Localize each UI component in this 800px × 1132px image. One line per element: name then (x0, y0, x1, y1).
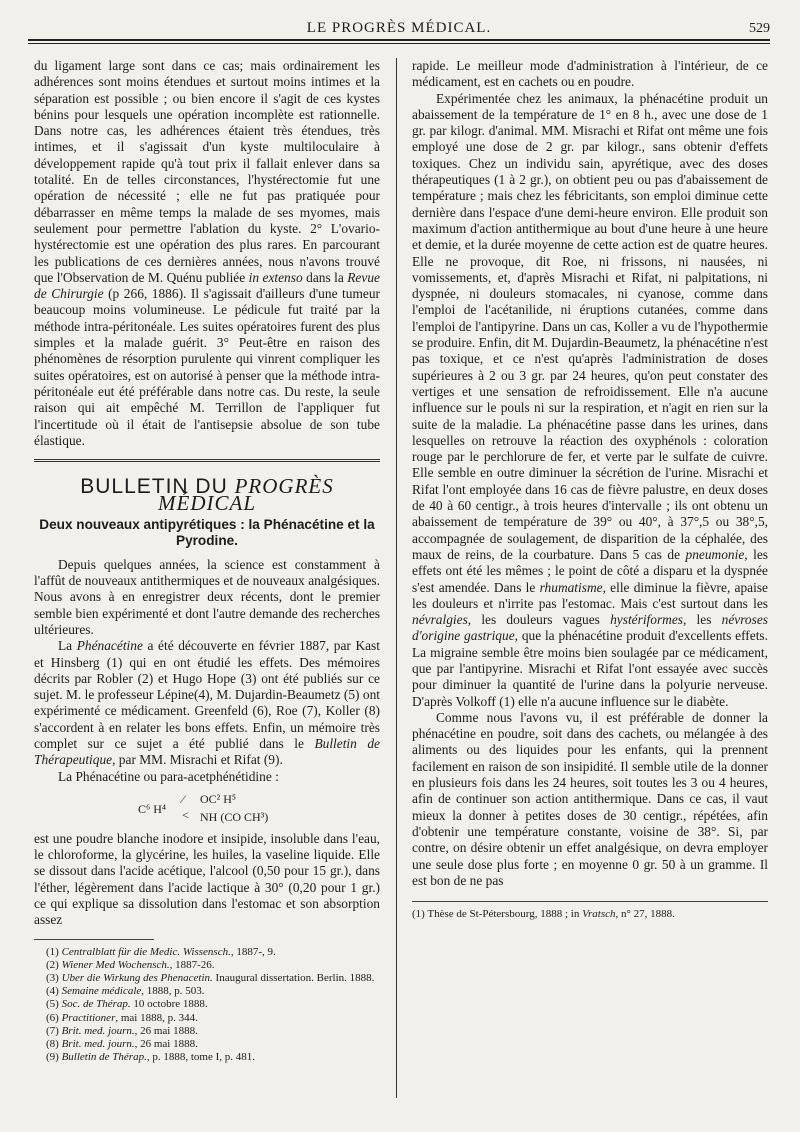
footnote: (5) Soc. de Thérap. 10 octobre 1888. (46, 998, 208, 1011)
bulletin-heading: BULLETIN DU PROGRÈS MÉDICAL (80, 474, 334, 516)
footnote: (9) Bulletin de Thérap., p. 1888, tome I, p. 481. (46, 1051, 255, 1064)
page-number: 529 (749, 21, 770, 36)
formula-brace-top: ⁄ (182, 791, 185, 806)
formula-bottom-group: NH (CO CH³) (200, 809, 269, 824)
footnote-rule (34, 939, 154, 940)
header-rule-thin (28, 43, 770, 44)
left-column (34, 58, 380, 1064)
footnotes (34, 946, 380, 1065)
formula-brace-bottom: < (182, 807, 189, 822)
footnote: (3) Uber die Wirkung des Phenacetin. Inaugural dissertation. Berlin. 1888. (46, 972, 375, 985)
paragraph-properties: est une poudre blanche inodore et insipide, insoluble dans l'eau, le chloroforme, la glycérine, les huiles, la vaseline liquide. Elle se dissout dans l'acide acétique, l'alcool (0,50 pour 15 gr.), dans l'éther, légèrement dans l'acide lactique à 30° (0,20 pour 1 gr.) ce qui explique sa dissolution dans l'estomac et son absorption assez (34, 830, 380, 928)
footnote: (8) Brit. med. journ., 26 mai 1888. (46, 1038, 198, 1051)
paragraph-dosage: Comme nous l'avons vu, il est préférable de donner la phénacétine en poudre, soit dans des cachets, ou mélangée à des aliments ou des liquides pour les enfants, qui la prennent facilement en raison de son insipidité. Il semble utile de la donner en plusieurs fois dans les 24 heures, soit toutes les 3 ou 4 heures, afin de continuer son action antithermique. Dans ce cas, il vaut mieux la donner à petites doses de 30 centigr., répétées, afin d'obtenir une température constante, voisine de 38°. Si, par contre, on désire obtenir un effet analgésique, on devra employer une seule dose plus forte ; en moyenne 0 gr. 50 à un gramme. Il est bon de ne pas (412, 709, 768, 888)
paragraph-administration: rapide. Le meilleur mode d'administration à l'intérieur, de ce médicament, est en cachets ou en poudre. (412, 58, 768, 90)
formula-base: C⁶ H⁴ (138, 801, 167, 816)
paragraph-discovery: La Phénacétine a été découverte en février 1887, par Kast et Hinsberg (1) qui en ont étudié les effets. Des mémoires décrits par Robler (2) et Hugo Hope (3) ont été publiés sur ce sujet. M. le professeur Lépine(4), M. Dujardin-Beaumetz (5) ont expérimenté ce médicament. Greenfeld (6), Roe (7), Koller (8) s'accordent à en relater les bons effets. Enfin, un mémoire très complet sur ce sujet a été publié dans le Bulletin de Thérapeutique, par MM. Misrachi et Rifat (9). (34, 638, 380, 768)
paragraph-ovario-hysterectomy: du ligament large sont dans ce cas; mais ordinairement les adhérences sont moins étendues et surtout moins intimes et la séparation est possible ; ou bien encore il s'agit de ces kystes bénins pour lesquels une opération incomplète est rationnelle. Dans notre cas, les adhérences étaient très étendues, très intimes, et il s'agissait d'un kyste multiloculaire à développement rapide qu'à tout prix il fallait enlever dans sa totalité. En de telles circonstances, l'hystérectomie fut une opération de nécessité ; elle ne fut pas pratiquée pour débarrasser en même temps la malade de ses myomes, mais seulement pour permettre l'ablation du kyste. 2° L'ovario-hystérectomie est une opération des plus rares. En parcourant les publications de ces dernières années, nous n'avons trouvé que l'Observation de M. Quénu publiée in extenso dans la Revue de Chirurgie (p 266, 1886). Il s'agissait d'ailleurs d'une tumeur beaucoup moins volumineuse. Le pédicule fut traité par la méthode intra-péritonéale. Les suites opératoires furent des plus simples et la malade guérit. 3° Peut-être en raison des phénomènes de résorption purulente qui vinrent compliquer les suites opératoires, est on autorisé à penser que la méthode intra-péritonéale eut été préférable dans notre cas. Du reste, la seule raison qui ait empêché M. Terrillon de l'appliquer fut l'incertitude où il était de l'antisepsie absolue de son tube élastique. (34, 58, 380, 448)
footnote: (4) Semaine médicale, 1888, p. 503. (46, 985, 205, 998)
footnote: (7) Brit. med. journ., 26 mai 1888. (46, 1024, 198, 1037)
paragraph-formula-intro: La Phénacétine ou para-acetphénétidine : (58, 768, 279, 784)
footnote: (1) Thèse de St-Pétersbourg, 1888 ; in Vratsch, n° 27, 1888. (412, 908, 675, 921)
header-rule (28, 39, 770, 41)
footnote: (6) Practitioner, mai 1888, p. 344. (46, 1011, 198, 1024)
footnote: (1) Centralblatt für die Medic. Wissensch., 1887-, 9. (46, 945, 276, 958)
footnote: (2) Wiener Med Wochensch., 1887-26. (46, 958, 215, 971)
article-subtitle: Deux nouveaux antipyrétiques : la Phénacétine et la Pyrodine. (39, 516, 375, 548)
column-divider (396, 58, 397, 1098)
paragraph-intro: Depuis quelques années, la science est constamment à l'affût de nouveaux antithermiques et de nouveaux analgésiques. Nous avons à en enregistrer deux récents, dont le premier semble bien expérimenté et dont l'autre demande des recherches ultérieures. (34, 556, 380, 637)
running-title: LE PROGRÈS MÉDICAL. (306, 20, 492, 36)
formula-top-group: OC² H⁵ (200, 791, 237, 806)
paragraph-effects: Expérimentée chez les animaux, la phénacétine produit un abaissement de la température de 1° en 8 h., avec une dose de 1 gr. par kilogr. d'animal. MM. Misrachi et Rifat ont même une fois employé une dose de 2 gr. par kilogr., sans obtenir d'effets toxiques. Chez un individu sain, apyrétique, avec des doses thérapeutiques (1 à 2 gr.), on obtient peu ou pas d'abaissement de température ; mais chez les fébricitants, son emploi diminue cette dernière dans l'espace d'une demi-heure environ. Elle produit son maximum d'action antithermique au bout d'une heure à une heure et demie, et la durée moyenne de cette action est de quatre heures. Elle ne provoque, dit Roe, ni frissons, ni nausées, ni vomissements, et, d'après Misrachi et Rifat, ni palpitations, ni dyspnée, ni douleurs stomacales, ni cyanose, comme dans l'emploi de l'acétanilide, ni éruptions cutanées, comme dans l'emploi de l'antipyrine. Dans un cas, Koller a vu de l'hypothermie se produire. Enfin, dit M. Dujardin-Beaumetz, la phénacétine n'est pas toxique, et ce n'est qu'après l'administration de doses supérieures à 2 ou 3 gr. par 24 heures, qu'on peut constater des vertiges et une sensation de refroidissement. Elle n'a aucune influence sur le pouls ni sur la respiration, et n'agit en rien sur la suite de la maladie. La phénacétine passe dans les urines, dans lesquelles on retrouve la réaction des oxyphénols : coloration rouge par le perchlorure de fer, et verte par le sulfate de cuivre. Elle semble en outre diminuer la sécrétion de l'urine. Misrachi et Rifat l'ont employée dans 16 cas de fièvre palustre, en deux doses de 40 à 60 centigr., à trois heures d'intervalle ; ils ont obtenu un abaissement de température de 39° ou 40°, à 37°,5 ou 38°,5, accompagnée de soulagement, de disparition de la céphalée, des maux de reins, de la courbature. Dans 5 cas de pneumonie, les effets ont été les mêmes ; le point de côté a disparu et la dyspnée s'est amendée. Dans le rhumatisme, elle diminue la fièvre, apaise les douleurs et n'irrite pas l'estomac. Mais c'est surtout dans les névralgies, les douleurs vagues hystériformes, les névroses d'origine gastrique, que la phénacétine produit d'excellents effets. La migraine semble être moins bien soulagée par ce médicament, que par l'antipyrine. Misrachi et Rifat l'ont essayée avec succès pour diminuer la quantité de l'urine dans la polyurie nerveuse. D'après Volkoff (1) elle n'a aucune influence sur le diabète. (412, 90, 769, 709)
page-header (28, 18, 770, 44)
right-column (412, 58, 768, 921)
chemical-formula (34, 789, 380, 829)
section-divider (34, 459, 380, 462)
footnote-rule (412, 901, 768, 902)
